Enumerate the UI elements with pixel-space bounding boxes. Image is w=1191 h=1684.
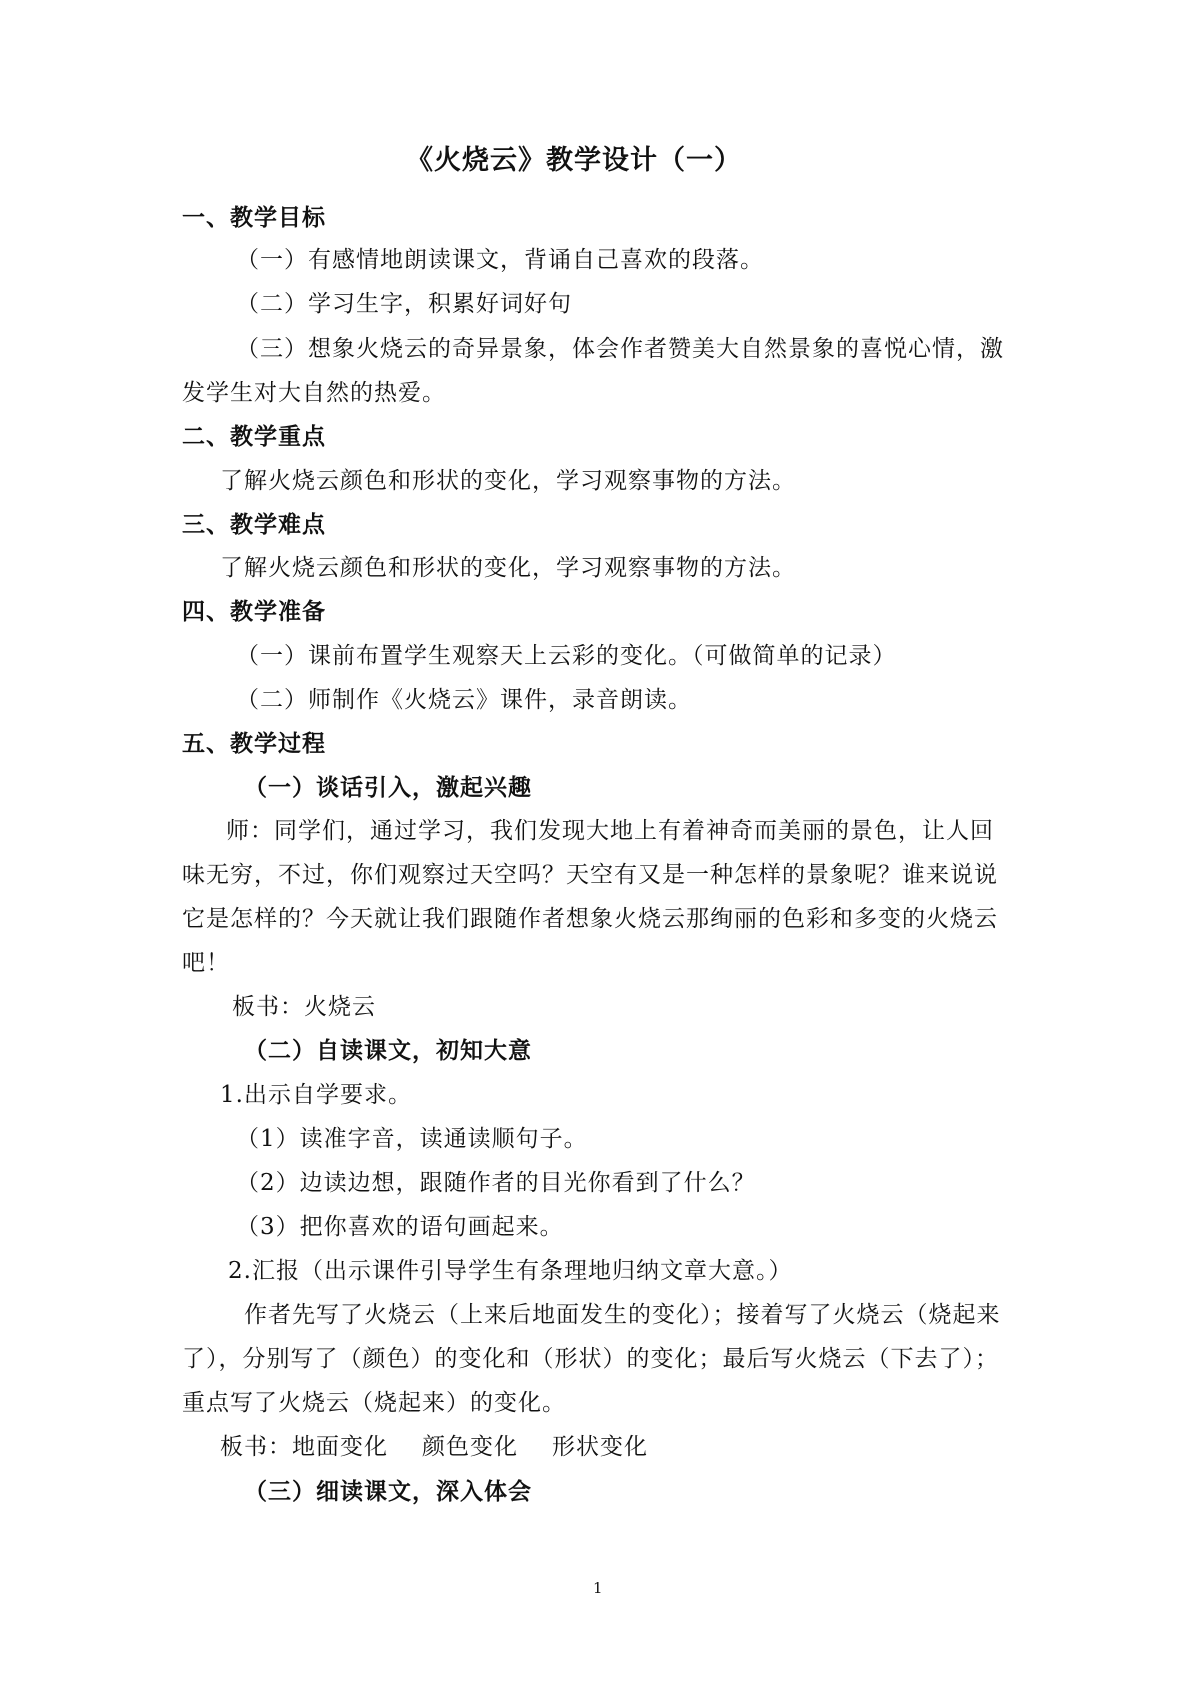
intro-paragraph-line-2: 味无穷，不过，你们观察过天空吗？天空有又是一种怎样的景象呢？谁来说说	[182, 862, 998, 888]
section-heading-key-points: 二、教学重点	[182, 423, 326, 450]
board-label: 板书：	[220, 1434, 292, 1460]
section-heading-difficulties: 三、教学难点	[182, 511, 326, 538]
section-heading-objectives: 一、教学目标	[182, 204, 326, 231]
objective-item-3-line-2: 发学生对大自然的热爱。	[182, 380, 446, 406]
section-heading-process: 五、教学过程	[182, 730, 326, 757]
board-item: 颜色变化	[422, 1434, 518, 1460]
requirement-1: （1）读准字音，读通读顺句子。	[236, 1126, 588, 1152]
board-note-1: 板书：火烧云	[232, 994, 376, 1020]
step-2: 2.汇报（出示课件引导学生有条理地归纳文章大意。）	[228, 1258, 793, 1284]
requirement-3: （3）把你喜欢的语句画起来。	[236, 1214, 564, 1240]
subsection-heading-1: （一）谈话引入，激起兴趣	[244, 774, 532, 801]
board-item: 形状变化	[552, 1434, 648, 1460]
objective-item-2: （二）学习生字，积累好词好句	[236, 291, 572, 317]
page-number: 1	[593, 1579, 603, 1597]
preparation-item-1: （一）课前布置学生观察天上云彩的变化。（可做简单的记录）	[236, 643, 897, 669]
board-item: 地面变化	[292, 1434, 388, 1460]
step-1: 1.出示自学要求。	[220, 1082, 412, 1108]
key-points-text: 了解火烧云颜色和形状的变化，学习观察事物的方法。	[220, 468, 796, 494]
subsection-heading-2: （二）自读课文，初知大意	[244, 1037, 532, 1064]
summary-paragraph-line-3: 重点写了火烧云（烧起来）的变化。	[182, 1390, 566, 1416]
difficulties-text: 了解火烧云颜色和形状的变化，学习观察事物的方法。	[220, 555, 796, 581]
section-heading-preparation: 四、教学准备	[182, 598, 326, 625]
requirement-2: （2）边读边想，跟随作者的目光你看到了什么？	[236, 1170, 756, 1196]
page-title: 《火烧云》教学设计（一）	[406, 145, 742, 176]
objective-item-1: （一）有感情地朗读课文，背诵自己喜欢的段落。	[236, 247, 764, 273]
intro-paragraph-line-1: 师：同学们，通过学习，我们发现大地上有着神奇而美丽的景色，让人回	[226, 818, 994, 844]
objective-item-3-line-1: （三）想象火烧云的奇异景象，体会作者赞美大自然景象的喜悦心情，激	[236, 336, 1004, 362]
summary-paragraph-line-2: 了），分别写了（颜色）的变化和（形状）的变化；最后写火烧云（下去了）；	[182, 1346, 999, 1372]
summary-paragraph-line-1: 作者先写了火烧云（上来后地面发生的变化）；接着写了火烧云（烧起来	[244, 1302, 1001, 1328]
intro-paragraph-line-4: 吧！	[182, 950, 230, 976]
intro-paragraph-line-3: 它是怎样的？今天就让我们跟随作者想象火烧云那绚丽的色彩和多变的火烧云	[182, 906, 998, 932]
preparation-item-2: （二）师制作《火烧云》课件，录音朗读。	[236, 687, 692, 713]
board-note-2	[220, 1432, 648, 1462]
subsection-heading-3: （三）细读课文，深入体会	[244, 1478, 532, 1505]
